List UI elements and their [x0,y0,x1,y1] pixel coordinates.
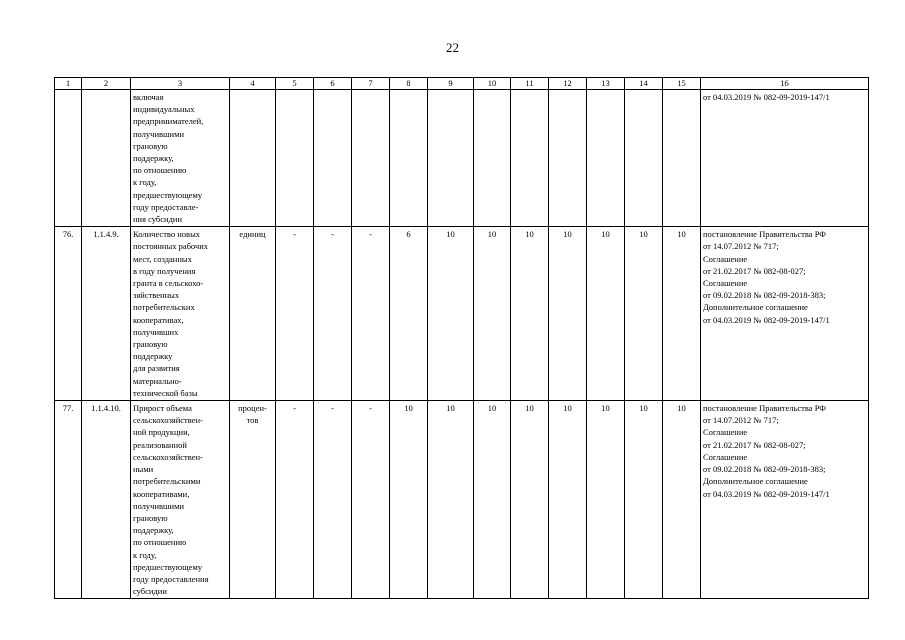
column-number: 4 [230,78,276,90]
value-cell: 10 [587,401,625,599]
column-number: 8 [390,78,428,90]
page-number: 22 [446,40,459,55]
value-cell [390,90,428,227]
column-number: 11 [511,78,549,90]
value-cell: 10 [549,227,587,401]
value-cell: 10 [428,227,474,401]
column-number: 5 [276,78,314,90]
value-cell: 6 [390,227,428,401]
value-cell: 10 [587,227,625,401]
value-cell [352,90,390,227]
value-cell: 10 [549,401,587,599]
value-cell: - [276,227,314,401]
indicator-name: Количество новых постоянных рабочих мест, созданных в году получения гранта в сельскохо- зяйственных потребительских кооперативах, получивших грановую поддержку для развития материально- технической базы [131,227,230,401]
row-number: 76. [55,227,82,401]
column-number: 14 [625,78,663,90]
value-cell: - [314,401,352,599]
value-cell [511,90,549,227]
unit: единиц [230,227,276,401]
value-cell: 10 [428,401,474,599]
value-cell: - [276,401,314,599]
value-cell [276,90,314,227]
value-cell: 10 [390,401,428,599]
column-number: 1 [55,78,82,90]
row-number: 77. [55,401,82,599]
documents-reference: постановление Правительства РФ от 14.07.2012 № 717; Соглашение от 21.02.2017 № 082-08-027; Соглашение от 09.02.2018 № 082-09-2018-383; Дополнительное соглашение от 04.03.2019 № 082-09-2019-147/1 [701,401,869,599]
value-cell [428,90,474,227]
column-number: 13 [587,78,625,90]
table-row [55,227,869,401]
column-number: 12 [549,78,587,90]
value-cell: 10 [663,227,701,401]
value-cell: 10 [663,401,701,599]
column-number: 16 [701,78,869,90]
table-row [55,90,869,227]
row-number [55,90,82,227]
row-code: 1.1.4.9. [82,227,131,401]
indicators-table [54,77,869,599]
value-cell [663,90,701,227]
unit: процен- тов [230,401,276,599]
value-cell: 10 [625,227,663,401]
value-cell: 10 [511,401,549,599]
documents-reference: постановление Правительства РФ от 14.07.2012 № 717; Соглашение от 21.02.2017 № 082-08-027; Соглашение от 09.02.2018 № 082-09-2018-383; Дополнительное соглашение от 04.03.2019 № 082-09-2019-147/1 [701,227,869,401]
value-cell: - [314,227,352,401]
value-cell: 10 [511,227,549,401]
value-cell: - [352,227,390,401]
value-cell: - [352,401,390,599]
row-code: 1.1.4.10. [82,401,131,599]
column-number: 7 [352,78,390,90]
column-number: 10 [474,78,511,90]
column-number: 2 [82,78,131,90]
table-row [55,401,869,599]
column-number: 9 [428,78,474,90]
indicator-name: включая индивидуальных предпринимателей, получившими грановую поддержку, по отношению к году, предшествующему году предоставле- ния субсидии [131,90,230,227]
column-number: 3 [131,78,230,90]
column-number-header-row [55,78,869,90]
value-cell [625,90,663,227]
value-cell: 10 [625,401,663,599]
value-cell: 10 [474,401,511,599]
column-number: 6 [314,78,352,90]
value-cell [549,90,587,227]
value-cell [587,90,625,227]
row-code [82,90,131,227]
column-number: 15 [663,78,701,90]
documents-reference: от 04.03.2019 № 082-09-2019-147/1 [701,90,869,227]
value-cell [474,90,511,227]
unit [230,90,276,227]
indicator-name: Прирост объема сельскохозяйствен- ной продукции, реализованной сельскохозяйствен- ными потребительскими кооперативами, получившими грановую поддержку, по отношению к году, предшествующему году предоставления субсидии [131,401,230,599]
value-cell: 10 [474,227,511,401]
value-cell [314,90,352,227]
